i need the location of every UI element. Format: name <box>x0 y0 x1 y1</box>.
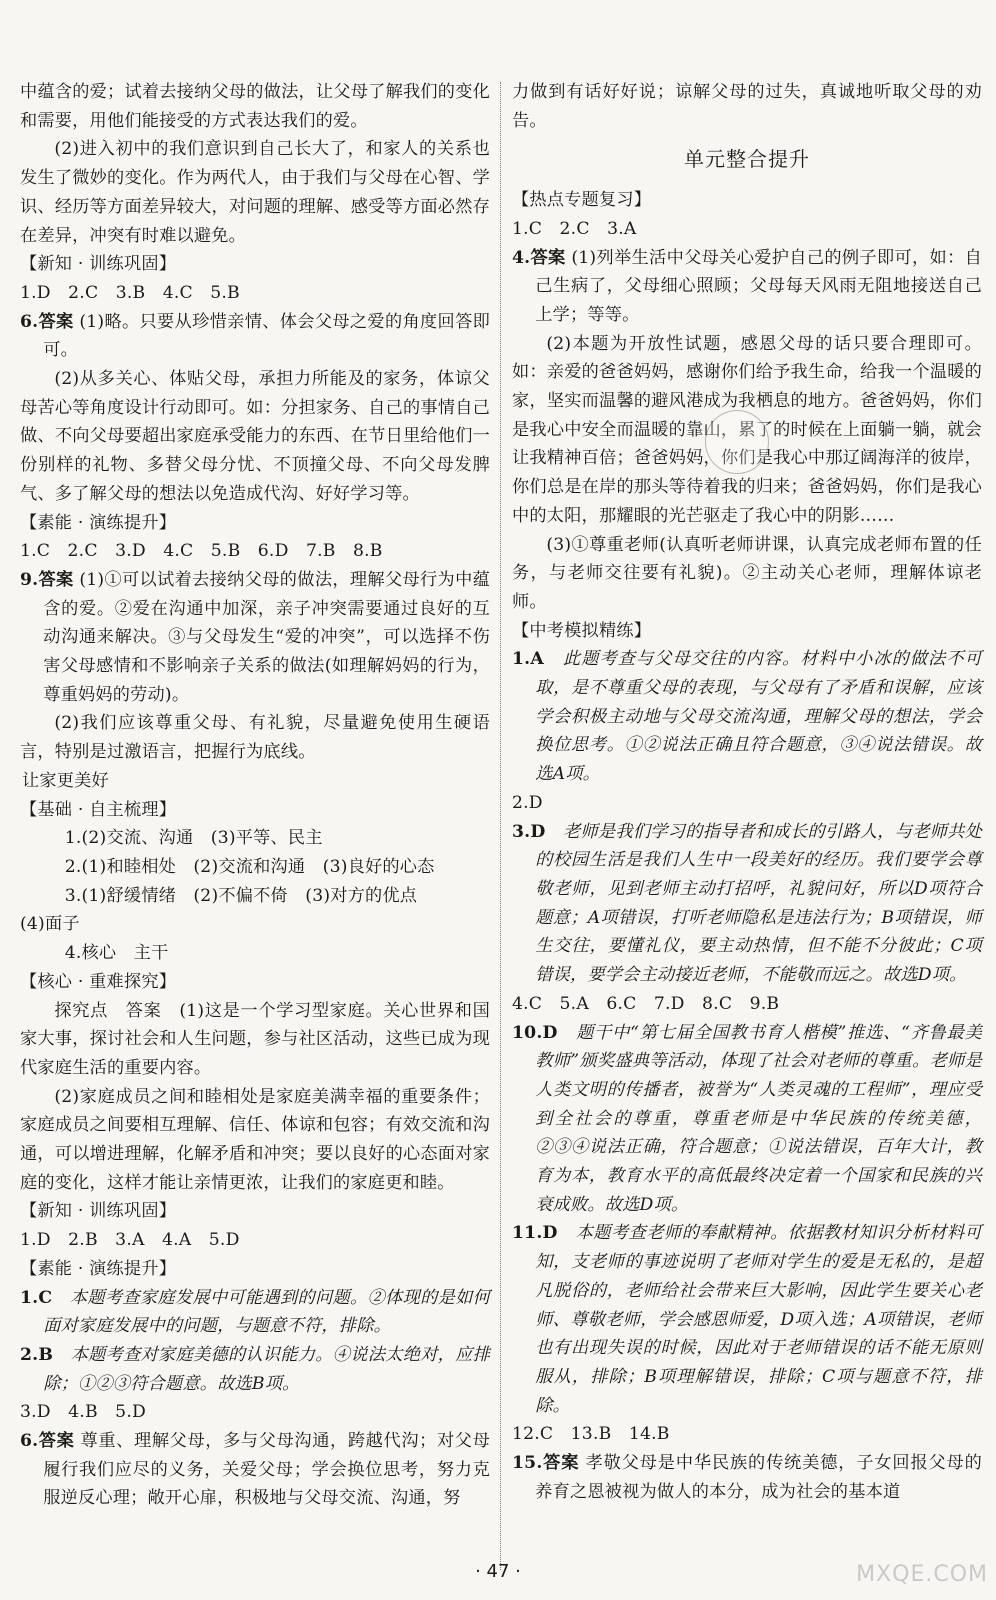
indented-paragraph: (3)①尊重老师(认真听老师讲课，认真完成老师布置的任务，与老师交往要有礼貌)。②主动关心老师，理解体谅老师。 <box>512 534 982 612</box>
section-heading: 【新知 · 训练巩固】 <box>20 1201 177 1222</box>
page-number: · 47 · <box>475 1561 521 1582</box>
answer-text: (1)列举生活中父母关心爱护自己的例子即可，如：自己生病了，父母细心照顾；父母每天风雨无阻地接送自己上学；等等。 <box>535 247 982 325</box>
indented-paragraph: (2)本题为开放性试题，感恩父母的话只要合理即可。如：亲爱的爸爸妈妈，感谢你们给予我生命，给我一个温暖的家，坚实而温馨的避风港成为我栖息的地方。爸爸妈妈，你们是我心中安全而温暖的靠山，累了的时候在上面躺一躺，就会让我精神百倍；爸爸妈妈，你们是我心中那辽阔海洋的彼岸，你们总是在岸的那头等待着我的归来；爸爸妈妈，你们是我心中的太阳，那耀眼的光芒驱走了我心中的阴影…… <box>512 333 982 526</box>
answer-number: 1. <box>20 1287 39 1308</box>
answer-label: 答案 <box>38 1431 75 1452</box>
indented-paragraph: (2)从多关心、体贴父母，承担力所能及的家务，体谅父母苦心等角度设计行动即可。如：分担家务、自己的事情自己做、不向父母要超出家庭承受能力的东西、在节日里给他们一份别样的礼物、多替父母分忧、不顶撞父母、不向父母发脾气、多了解父母的想法以免造成代沟、好好学习等。 <box>20 369 490 504</box>
answer-label: 答案 <box>38 569 74 590</box>
section-heading: 【中考模拟精练】 <box>512 620 652 641</box>
paragraph: 1.C 2.C 3.A <box>512 218 637 239</box>
answer-number: 4. <box>512 247 531 268</box>
unit-title: 单元整合提升 <box>684 147 810 172</box>
answer-label: 答案 <box>38 311 74 332</box>
lesson-subtitle: 让家更美好 <box>22 770 109 791</box>
explanation-text: 本题考查家庭发展中可能遇到的问题。②体现的是如何面对家庭发展中的问题，与题意不符，排除。 <box>43 1287 490 1337</box>
answer-item <box>512 244 982 330</box>
explained-answer <box>512 1219 982 1420</box>
paragraph: 中蕴含的爱；试着去接纳父母的做法，让父母了解我们的变化和需要，用他们能接受的方式表达我们的爱。 <box>20 82 490 131</box>
section-heading: 【素能 · 演练提升】 <box>20 1258 177 1279</box>
section-heading: 【素能 · 演练提升】 <box>20 512 177 533</box>
left-column <box>20 78 490 1513</box>
column-divider <box>500 82 501 1570</box>
list-line: 1.(2)交流、沟通 (3)平等、民主 <box>64 828 323 849</box>
answer-number: 11. <box>512 1223 543 1244</box>
answer-choice: C <box>38 1287 53 1308</box>
list-line: 3.(1)舒缓情绪 (2)不偏不倚 (3)对方的优点 <box>64 885 418 906</box>
explained-answer <box>512 1019 982 1220</box>
answer-label: 答案 <box>542 1453 580 1474</box>
paragraph: 12.C 13.B 14.B <box>512 1424 670 1445</box>
paragraph: 4.C 5.A 6.C 7.D 8.C 9.B <box>512 993 780 1014</box>
answer-number: 3. <box>512 821 531 842</box>
indented-paragraph: (2)进入初中的我们意识到自己长大了，和家人的关系也发生了微妙的变化。作为两代人，由于我们与父母在心智、学识、经历等方面差异较大，对问题的理解、感受等方面必然存在差异，冲突有时难以避免。 <box>20 139 490 246</box>
answer-number: 9. <box>20 569 39 590</box>
paragraph: 1.D 2.C 3.B 4.C 5.B <box>20 282 240 303</box>
list-line: 4.核心 主干 <box>64 943 169 964</box>
paragraph: 力做到有话好好说；谅解父母的过失，真诚地听取父母的劝告。 <box>512 82 982 131</box>
explanation-text: 此题考查与父母交往的内容。材料中小冰的做法不可取，是不尊重父母的表现，与父母有了矛盾和误解，应该学会积极主动地与父母交流沟通，理解父母的想法，学会换位思考。①②说法正确且符合题意，③④说法错误。故选A项。 <box>535 649 982 785</box>
answer-number: 10. <box>512 1022 543 1043</box>
answer-item <box>20 1427 490 1513</box>
answer-text: 孝敬父母是中华民族的传统美德，子女回报父母的养育之恩被视为做人的本分，成为社会的基本道 <box>535 1453 982 1502</box>
answer-choice: B <box>38 1344 54 1365</box>
list-line: 2.(1)和睦相处 (2)交流和沟通 (3)良好的心态 <box>64 856 435 877</box>
paragraph: 2.D <box>512 792 543 813</box>
answer-number: 1. <box>512 649 531 670</box>
indented-paragraph: 探究点 答案 (1)这是一个学习型家庭。关心世界和国家大事，探讨社会和人生问题，参与社区活动，这些已成为现代家庭生活的重要内容。 <box>20 1000 490 1078</box>
indented-paragraph: (2)我们应该尊重父母、有礼貌，尽量避免使用生硬语言，特别是过激语言，把握行为底线。 <box>20 713 490 763</box>
answer-text: (1)略。只要从珍惜亲情、体会父母之爱的角度回答即可。 <box>43 311 490 361</box>
answer-number: 6. <box>20 1431 39 1452</box>
section-heading: 【基础 · 自主梳理】 <box>20 799 177 820</box>
answer-number: 2. <box>20 1344 39 1365</box>
paragraph: (4)面子 <box>20 914 80 935</box>
answer-choice: D <box>542 1223 558 1244</box>
answer-choice: D <box>530 821 546 842</box>
paragraph: 3.D 4.B 5.D <box>20 1402 146 1423</box>
answer-item <box>20 308 490 365</box>
paragraph: 1.C 2.C 3.D 4.C 5.B 6.D 7.B 8.B <box>20 541 383 562</box>
indented-paragraph: (2)家庭成员之间和睦相处是家庭美满幸福的重要条件；家庭成员之间要相互理解、信任、体谅和包容；有效交流和沟通，可以增进理解，化解矛盾和冲突；要以良好的心态面对家庭的变化，这样才能让亲情更浓，让我们的家庭更和睦。 <box>20 1086 490 1193</box>
paragraph: 1.D 2.B 3.A 4.A 5.D <box>20 1230 240 1251</box>
explained-answer <box>512 645 982 789</box>
answer-text: (1)①可以试着去接纳父母的做法，理解父母行为中蕴含的爱。②爱在沟通中加深，亲子冲突需要通过良好的互动沟通来解决。③与父母发生“爱的冲突”，可以选择不伤害父母感情和不影响亲子关系的做法(如理解妈妈的行为，尊重妈妈的劳动)。 <box>43 569 490 705</box>
explanation-text: 本题考查对家庭美德的认识能力。④说法太绝对，应排除；①②③符合题意。故选B项。 <box>43 1344 490 1394</box>
explained-answer <box>20 1284 490 1341</box>
answer-item <box>512 1449 982 1506</box>
explanation-text: 题干中“第七届全国教书育人楷模”推选、“齐鲁最美教师”颁奖盛典等活动，体现了社会对老师的尊重。老师是人类文明的传播者，被誉为“人类灵魂的工程师”，理应受到全社会的尊重，尊重老师是中华民族的传统美德，②③④说法正确，符合题意；①说法错误，百年大计，教育为本，教育水平的高低最终决定着一个国家和民族的兴衰成败。故选D项。 <box>535 1022 982 1215</box>
answer-label: 答案 <box>530 247 566 268</box>
watermark-logo: MXQE.COM <box>856 1562 988 1587</box>
explained-answer <box>20 1341 490 1398</box>
answer-choice: A <box>530 649 544 670</box>
explanation-text: 老师是我们学习的指导者和成长的引路人，与老师共处的校园生活是我们人生中一段美好的经历。我们要学会尊敬老师，见到老师主动打招呼，礼貌问好，所以D项符合题意；A项错误，打听老师隐私是违法行为；B项错误，师生交往，要懂礼仪，要主动热情，但不能不分彼此；C项错误，要学会主动接近老师，不能敬而远之。故选D项。 <box>535 821 982 986</box>
explained-answer <box>512 818 982 990</box>
answer-item <box>20 566 490 710</box>
stamp-seal <box>705 410 769 474</box>
answer-text: 尊重、理解父母，多与父母沟通，跨越代沟；对父母履行我们应尽的义务，关爱父母；学会换位思考，努力克服逆反心理；敞开心扉，积极地与父母交流、沟通，努 <box>43 1431 490 1509</box>
section-heading: 【核心 · 重难探究】 <box>20 971 177 992</box>
explanation-text: 本题考查老师的奉献精神。依据教材知识分析材料可知，支老师的事迹说明了老师对学生的爱是无私的，是超凡脱俗的，老师给社会带来巨大影响，因此学生要关心老师、尊敬老师，学会感恩师爱，D项入选；A项错误，老师也有出现失误的时候，因此对于老师错误的话不能无原则服从，排除；B项理解错误，排除；C项与题意不符，排除。 <box>535 1223 982 1416</box>
section-heading: 【热点专题复习】 <box>512 190 652 211</box>
section-heading: 【新知 · 训练巩固】 <box>20 254 177 275</box>
right-column <box>512 78 982 1506</box>
answer-choice: D <box>542 1022 558 1043</box>
answer-number: 15. <box>512 1453 543 1474</box>
answer-number: 6. <box>20 311 39 332</box>
